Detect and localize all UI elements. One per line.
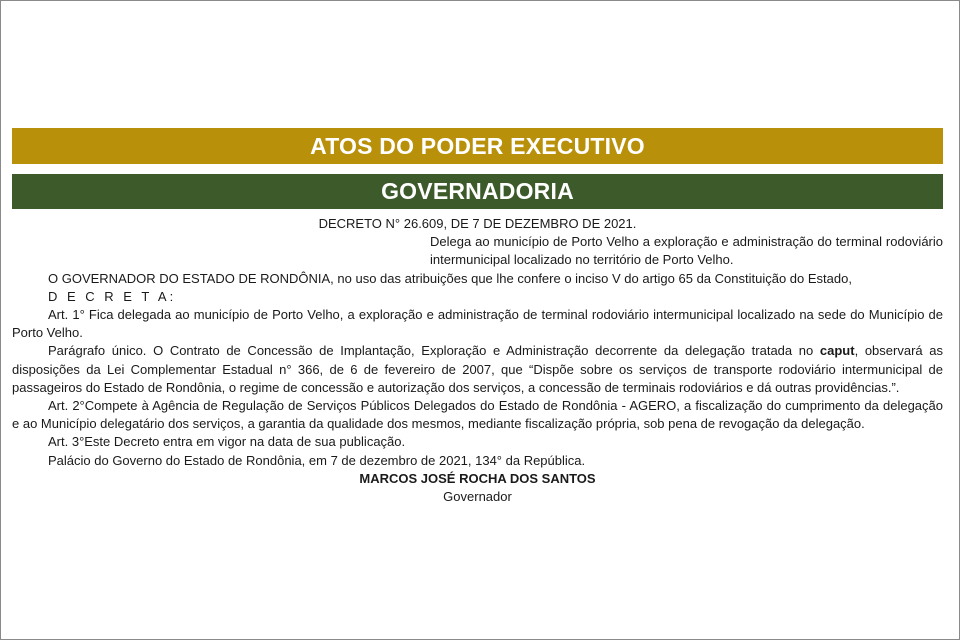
decree-number: DECRETO N° 26.609, DE 7 DE DEZEMBRO DE 2021. xyxy=(318,216,637,231)
sole-paragraph-text-end: , observará as disposições da Lei Complementar Estadual n° 366, de 6 de fevereiro de 2007, que “Dispõe sobre os serviços de transporte rodoviário intermunicipal de passageiros do Estado de Rondônia, o regime de concessão e autorização dos serviços, a concessão de terminais rodoviários e dá outras providências.”. xyxy=(12,343,943,395)
decree-ementa: Delega ao município de Porto Velho a exploração e administração do terminal rodoviário intermunicipal localizado no território de Porto Velho. xyxy=(430,234,943,268)
decree-sole-paragraph xyxy=(12,342,943,397)
decree-article-1: Art. 1° Fica delegada ao município de Porto Velho, a exploração e administração de terminal rodoviário intermunicipal localizado na sede do Município de Porto Velho. xyxy=(12,307,943,341)
decree-decreta: D E C R E T A: xyxy=(48,288,177,304)
sole-paragraph-caput: caput xyxy=(819,343,855,359)
signatory-title: Governador xyxy=(443,489,512,505)
decree-place-date: Palácio do Governo do Estado de Rondônia, em 7 de dezembro de 2021, 134° da República. xyxy=(48,452,586,468)
decree-article-3: Art. 3°Este Decreto entra em vigor na data de sua publicação. xyxy=(48,434,406,450)
section-title: ATOS DO PODER EXECUTIVO xyxy=(12,128,943,164)
decree-body xyxy=(12,215,943,506)
signatory-name: MARCOS JOSÉ ROCHA DOS SANTOS xyxy=(359,470,596,486)
decree-preamble: O GOVERNADOR DO ESTADO DE RONDÔNIA, no uso das atribuições que lhe confere o inciso V do artigo 65 da Constituição do Estado, xyxy=(48,270,852,286)
subsection-title: GOVERNADORIA xyxy=(12,174,943,209)
sole-paragraph-text-start: Parágrafo único. O Contrato de Concessão de Implantação, Exploração e Administração decorrente da delegação tratada no xyxy=(48,343,820,359)
decree-article-2: Art. 2°Compete à Agência de Regulação de Serviços Públicos Delegados do Estado de Rondônia - AGERO, a fiscalização do cumprimento da delegação e ao Município delegatário dos serviços, a garantia da qualidade dos mesmos, mediante fiscalização própria, sob pena de revogação da delegação. xyxy=(12,398,943,432)
